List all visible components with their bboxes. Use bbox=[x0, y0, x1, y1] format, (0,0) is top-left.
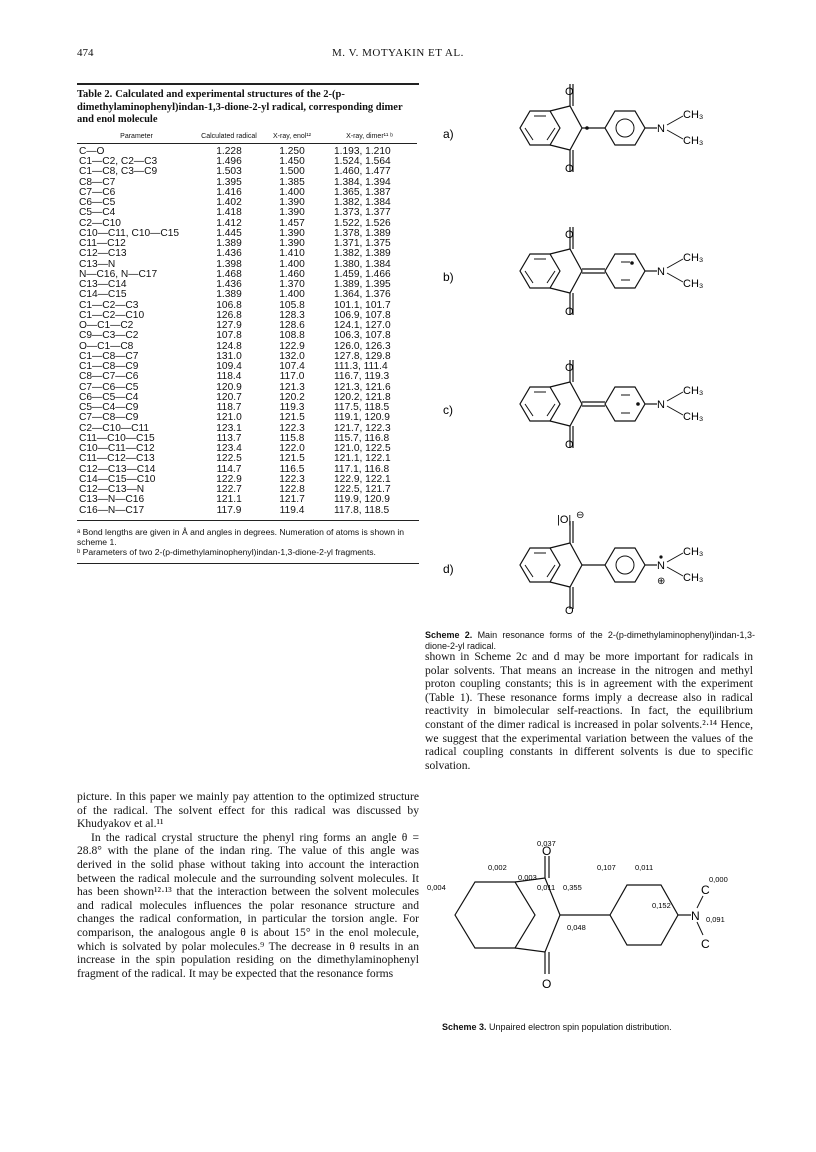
scheme-2d-label: d) bbox=[443, 562, 454, 576]
cell-parameter: C1—C8—C9 bbox=[79, 361, 139, 373]
spin-value: 0,152 bbox=[652, 901, 671, 910]
structure-table bbox=[77, 133, 417, 516]
cell-enol: 121.7 bbox=[279, 494, 305, 506]
table-row bbox=[77, 167, 417, 177]
scheme-2-caption-label: Scheme 2. bbox=[425, 630, 473, 640]
atom-o: O bbox=[565, 306, 574, 318]
cell-calculated: 120.7 bbox=[216, 391, 242, 403]
cell-dimer: 117.1, 116.8 bbox=[334, 463, 390, 475]
cell-dimer: 122.9, 122.1 bbox=[334, 473, 391, 485]
cell-enol: 1.457 bbox=[279, 217, 305, 229]
cell-dimer: 106.9, 107.8 bbox=[334, 309, 391, 321]
cell-calculated: 1.416 bbox=[216, 186, 242, 198]
scheme-2-caption bbox=[425, 630, 755, 652]
atom-c: C bbox=[701, 883, 710, 897]
table-header-row bbox=[77, 133, 417, 143]
table-note-a: ᵃ Bond lengths are given in Å and angles in degrees. Numeration of atoms is shown in scheme 1. bbox=[77, 526, 405, 547]
atom-o: O bbox=[565, 86, 574, 98]
scheme-2a bbox=[443, 84, 703, 175]
cell-parameter: C1—C8—C7 bbox=[79, 350, 139, 362]
table-row bbox=[77, 454, 417, 464]
cell-enol: 1.390 bbox=[279, 227, 305, 239]
cell-dimer: 1.380, 1.384 bbox=[334, 258, 391, 270]
atom-o: O bbox=[565, 362, 574, 374]
spin-value: 0,011 bbox=[635, 863, 654, 872]
cell-parameter: C2—C10—C11 bbox=[79, 422, 150, 434]
cell-dimer: 1.382, 1.389 bbox=[334, 248, 391, 260]
table-row bbox=[77, 331, 417, 341]
cell-dimer: 1.373, 1.377 bbox=[334, 207, 391, 219]
cell-dimer: 115.7, 116.8 bbox=[334, 432, 390, 444]
cell-dimer: 126.0, 126.3 bbox=[334, 340, 391, 352]
cell-parameter: O—C1—C2 bbox=[79, 320, 134, 332]
paragraph-2: In the radical crystal structure the phenyl ring forms an angle θ = 28.8° with the plane of the indan ring. The value of this angle was derived in the solid phase without taking into account the interaction between the radical molecule and the surrounding solvent molecules. It has been shown¹²·¹³ that the interaction between the solvent molecules and radical molecules influences the polar resonance structure and changes the radical conformation, in particular the torsion angle. For comparison, the analogous angle θ is about 15° in the enol molecule, which is solvated by polar molecules.⁹ The decrease in θ results in an increase in the spin population residing on the dimethylaminophenyl fragment of the radical. It may be expected that the resonance forms bbox=[77, 830, 419, 980]
table-row bbox=[77, 413, 417, 423]
cell-parameter: C5—C4—C9 bbox=[79, 402, 139, 414]
cell-calculated: 1.436 bbox=[216, 279, 242, 291]
cell-calculated: 126.8 bbox=[216, 309, 242, 321]
atom-o: O bbox=[565, 229, 574, 241]
right-column-text bbox=[425, 650, 753, 772]
cell-enol: 1.400 bbox=[279, 289, 305, 301]
cell-dimer: 1.389, 1.395 bbox=[334, 279, 391, 291]
cell-parameter: C1—C8, C3—C9 bbox=[79, 166, 158, 178]
scheme-2-caption-text: Main resonance forms of the 2-(p-dimethylaminophenyl)indan-1,3-dione-2-yl radical. bbox=[425, 630, 755, 651]
atom-n: N bbox=[691, 909, 700, 923]
cell-parameter: C1—C2, C2—C3 bbox=[79, 156, 158, 168]
table-caption bbox=[77, 89, 419, 127]
cell-enol: 122.9 bbox=[279, 340, 305, 352]
cell-enol: 1.450 bbox=[279, 156, 305, 168]
cell-calculated: 1.418 bbox=[216, 207, 242, 219]
cell-dimer: 1.365, 1.387 bbox=[334, 186, 391, 198]
cell-enol: 122.0 bbox=[279, 443, 305, 455]
table-row bbox=[77, 290, 417, 300]
cell-enol: 119.4 bbox=[279, 504, 305, 516]
cell-enol: 1.460 bbox=[279, 268, 305, 280]
cell-parameter: C11—C12—C13 bbox=[79, 453, 155, 465]
cell-dimer: 101.1, 101.7 bbox=[334, 299, 391, 311]
scheme-2a-label: a) bbox=[443, 127, 454, 141]
atom-ch3: CH₃ bbox=[683, 385, 704, 397]
cell-parameter: C10—C11—C12 bbox=[79, 443, 155, 455]
cell-calculated: 120.9 bbox=[216, 381, 242, 393]
spin-value: 0,048 bbox=[567, 923, 586, 932]
cell-parameter: C12—C13—N bbox=[79, 484, 145, 496]
scheme-2-structures bbox=[425, 70, 755, 650]
cell-parameter: C13—C14 bbox=[79, 279, 127, 291]
cell-enol: 121.3 bbox=[279, 381, 305, 393]
cell-parameter: C12—C13—C14 bbox=[79, 463, 156, 475]
cell-parameter: C6—C5 bbox=[79, 197, 116, 209]
table-2 bbox=[77, 83, 419, 564]
atom-n: N bbox=[657, 266, 665, 278]
cell-parameter: C7—C6—C5 bbox=[79, 381, 139, 393]
atom-c: C bbox=[701, 937, 710, 951]
table-row bbox=[77, 372, 417, 382]
cell-enol: 1.385 bbox=[279, 176, 305, 188]
cell-enol: 120.2 bbox=[279, 391, 305, 403]
cell-calculated: 123.1 bbox=[216, 422, 242, 434]
cell-calculated: 118.7 bbox=[216, 402, 242, 414]
atom-ch3: CH₃ bbox=[683, 546, 704, 558]
cell-enol: 121.5 bbox=[279, 412, 305, 424]
running-head: M. V. MOTYAKIN ET AL. bbox=[332, 47, 464, 59]
col-header-calculated: Calculated radical bbox=[201, 132, 257, 140]
atom-ch3: CH₃ bbox=[683, 135, 704, 147]
cell-enol: 128.6 bbox=[279, 320, 305, 332]
cell-dimer: 1.193, 1.210 bbox=[334, 145, 391, 157]
scheme-2b-label: b) bbox=[443, 270, 454, 284]
cell-calculated: 109.4 bbox=[216, 361, 242, 373]
cell-enol: 116.5 bbox=[279, 463, 305, 475]
cell-parameter: C9—C3—C2 bbox=[79, 330, 139, 342]
cell-dimer: 127.8, 129.8 bbox=[334, 350, 391, 362]
atom-o: O bbox=[565, 439, 574, 451]
spin-value: 0,000 bbox=[709, 875, 728, 884]
atom-o: O bbox=[542, 977, 552, 991]
cell-enol: 1.390 bbox=[279, 197, 305, 209]
cell-enol: 105.8 bbox=[279, 299, 305, 311]
cell-calculated: 124.8 bbox=[216, 340, 242, 352]
cell-calculated: 1.412 bbox=[216, 217, 242, 229]
cell-dimer: 121.0, 122.5 bbox=[334, 443, 391, 455]
spin-value: 0,002 bbox=[488, 863, 507, 872]
cell-dimer: 111.3, 111.4 bbox=[334, 361, 388, 373]
cell-enol: 1.400 bbox=[279, 186, 305, 198]
cell-enol: 128.3 bbox=[279, 309, 305, 321]
atom-o: O bbox=[565, 163, 574, 175]
cell-dimer: 120.2, 121.8 bbox=[334, 391, 391, 403]
atom-n: N bbox=[657, 123, 665, 135]
left-column-text bbox=[77, 790, 419, 980]
cell-calculated: 127.9 bbox=[216, 320, 242, 332]
cell-dimer: 1.522, 1.526 bbox=[334, 217, 391, 229]
atom-ch3: CH₃ bbox=[683, 278, 704, 290]
cell-calculated: 1.503 bbox=[216, 166, 242, 178]
paragraph-3: shown in Scheme 2c and d may be more important for radicals in polar solvents. That means an increase in the nitrogen and methyl proton coupling constants; this is in agreement with the experiment (Table 1). These resonance forms imply a decrease also in radical reactivity in bimolecular self-reactions. In fact, the equilibrium constant of the dimer radical is increased in polar solvents.²·¹⁴ Hence, we suggest that the experimental variation between the values of the radical coupling constants in different solvents is due to specific solvation. bbox=[425, 650, 753, 772]
cell-calculated: 118.4 bbox=[216, 371, 242, 383]
cell-dimer: 117.5, 118.5 bbox=[334, 402, 390, 414]
spin-value: 0,107 bbox=[597, 863, 616, 872]
cell-calculated: 122.5 bbox=[216, 453, 242, 465]
cell-parameter: C2—C10 bbox=[79, 217, 121, 229]
spin-value: 0,037 bbox=[537, 840, 556, 848]
table-bottom-rule bbox=[77, 520, 419, 521]
scheme-2c bbox=[443, 360, 703, 451]
cell-calculated: 106.8 bbox=[216, 299, 242, 311]
table-footnotes bbox=[77, 527, 419, 558]
table-note-b: ᵇ Parameters of two 2-(p-dimethylaminophenyl)indan-1,3-dione-2-yl fragments. bbox=[77, 547, 376, 558]
cell-dimer: 1.459, 1.466 bbox=[334, 268, 391, 280]
cell-dimer: 121.1, 122.1 bbox=[334, 453, 391, 465]
cell-calculated: 1.402 bbox=[216, 197, 242, 209]
cell-enol: 1.400 bbox=[279, 258, 305, 270]
cell-enol: 107.4 bbox=[279, 361, 305, 373]
col-header-dimer: X-ray, dimer¹¹ ᵇ bbox=[346, 132, 393, 140]
cell-enol: 1.250 bbox=[279, 145, 305, 157]
scheme-2c-label: c) bbox=[443, 403, 453, 417]
spin-value: 0,004 bbox=[427, 883, 446, 892]
cell-parameter: C1—C2—C3 bbox=[79, 299, 139, 311]
cell-enol: 121.5 bbox=[279, 453, 305, 465]
cell-parameter: C7—C8—C9 bbox=[79, 412, 139, 424]
cell-parameter: C1—C2—C10 bbox=[79, 309, 145, 321]
spin-value: 0,011 bbox=[537, 883, 556, 892]
cell-enol: 108.8 bbox=[279, 330, 305, 342]
cell-calculated: 122.9 bbox=[216, 473, 242, 485]
cell-calculated: 107.8 bbox=[216, 330, 242, 342]
atom-ch3: CH₃ bbox=[683, 411, 704, 423]
cell-calculated: 123.4 bbox=[216, 443, 242, 455]
spin-value: 0,355 bbox=[563, 883, 582, 892]
cell-parameter: C10—C11, C10—C15 bbox=[79, 227, 180, 239]
scheme-2b bbox=[443, 227, 703, 318]
col-header-parameter: Parameter bbox=[120, 132, 153, 140]
table-top-rule bbox=[77, 83, 419, 85]
cell-dimer: 122.5, 121.7 bbox=[334, 484, 391, 496]
cell-enol: 1.390 bbox=[279, 238, 305, 250]
cell-enol: 132.0 bbox=[279, 350, 305, 362]
cell-calculated: 1.228 bbox=[216, 145, 242, 157]
col-header-enol: X-ray, enol¹² bbox=[273, 132, 311, 140]
cell-enol: 1.390 bbox=[279, 207, 305, 219]
cell-dimer: 121.7, 122.3 bbox=[334, 422, 391, 434]
cell-dimer: 119.1, 120.9 bbox=[334, 412, 390, 424]
cell-parameter: C11—C12 bbox=[79, 238, 126, 250]
plus-charge: ⊕ bbox=[657, 576, 666, 587]
cell-calculated: 1.496 bbox=[216, 156, 242, 168]
cell-parameter: C13—N—C16 bbox=[79, 494, 145, 506]
cell-calculated: 1.395 bbox=[216, 176, 242, 188]
cell-dimer: 1.382, 1.384 bbox=[334, 197, 391, 209]
table-row bbox=[77, 208, 417, 218]
cell-calculated: 1.436 bbox=[216, 248, 242, 260]
table-row bbox=[77, 144, 417, 157]
cell-dimer: 1.364, 1.376 bbox=[334, 289, 391, 301]
cell-dimer: 121.3, 121.6 bbox=[334, 381, 391, 393]
table-end-rule bbox=[77, 563, 419, 564]
page-number: 474 bbox=[77, 47, 94, 59]
atom-ch3: CH₃ bbox=[683, 252, 704, 264]
cell-dimer: 1.460, 1.477 bbox=[334, 166, 391, 178]
cell-calculated: 1.445 bbox=[216, 227, 242, 239]
cell-dimer: 1.524, 1.564 bbox=[334, 156, 391, 168]
cell-dimer: 1.371, 1.375 bbox=[334, 238, 391, 250]
cell-calculated: 122.7 bbox=[216, 484, 242, 496]
cell-parameter: O—C1—C8 bbox=[79, 340, 134, 352]
atom-ch3: CH₃ bbox=[683, 572, 704, 584]
cell-enol: 1.410 bbox=[279, 248, 305, 260]
cell-enol: 117.0 bbox=[279, 371, 305, 383]
scheme-3-caption bbox=[442, 1022, 672, 1032]
table-caption-text: Calculated and experimental structures of the 2-(p-dimethylaminophenyl)indan-1,3-dione-2-yl radical, corresponding dimer and enol molecule bbox=[77, 89, 403, 126]
table-caption-label: Table 2. bbox=[77, 89, 113, 100]
cell-calculated: 121.0 bbox=[216, 412, 242, 424]
cell-parameter: C8—C7 bbox=[79, 176, 116, 188]
cell-enol: 122.3 bbox=[279, 473, 305, 485]
cell-dimer: 116.7, 119.3 bbox=[334, 371, 390, 383]
atom-ch3: CH₃ bbox=[683, 109, 704, 121]
scheme-3-spin-distribution bbox=[425, 840, 755, 1020]
cell-parameter: C6—C5—C4 bbox=[79, 391, 139, 403]
cell-calculated: 1.389 bbox=[216, 238, 242, 250]
cell-parameter: C16—N—C17 bbox=[79, 504, 145, 516]
cell-dimer: 1.384, 1.394 bbox=[334, 176, 391, 188]
cell-parameter: C5—C4 bbox=[79, 207, 116, 219]
scheme-3-caption-label: Scheme 3. bbox=[442, 1022, 487, 1032]
cell-calculated: 1.389 bbox=[216, 289, 242, 301]
spin-value: 0,091 bbox=[706, 915, 725, 924]
atom-o: O bbox=[565, 605, 574, 617]
spin-value: 0,003 bbox=[518, 873, 537, 882]
cell-calculated: 113.7 bbox=[216, 432, 242, 444]
table-row bbox=[77, 495, 417, 505]
atom-n: N bbox=[657, 560, 665, 572]
cell-enol: 115.8 bbox=[279, 432, 305, 444]
cell-parameter: C14—C15—C10 bbox=[79, 473, 156, 485]
cell-parameter: N—C16, N—C17 bbox=[79, 268, 158, 280]
minus-charge: ⊖ bbox=[576, 510, 585, 521]
cell-parameter: C14—C15 bbox=[79, 289, 127, 301]
cell-dimer: 124.1, 127.0 bbox=[334, 320, 391, 332]
paragraph-1: picture. In this paper we mainly pay attention to the optimized structure of the radical. The solvent effect for this radical was discussed by Khudyakov et al.¹¹ bbox=[77, 790, 419, 831]
cell-parameter: C7—C6 bbox=[79, 186, 116, 198]
cell-parameter: C11—C10—C15 bbox=[79, 432, 155, 444]
cell-enol: 119.3 bbox=[279, 402, 305, 414]
cell-calculated: 117.9 bbox=[216, 504, 242, 516]
cell-calculated: 114.7 bbox=[216, 463, 242, 475]
cell-calculated: 1.468 bbox=[216, 268, 242, 280]
cell-parameter: C12—C13 bbox=[79, 248, 127, 260]
scheme-2d bbox=[443, 510, 703, 617]
cell-calculated: 131.0 bbox=[216, 350, 242, 362]
atom-o: O bbox=[542, 844, 552, 858]
cell-enol: 122.8 bbox=[279, 484, 305, 496]
cell-enol: 1.500 bbox=[279, 166, 305, 178]
atom-n: N bbox=[657, 399, 665, 411]
cell-enol: 1.370 bbox=[279, 279, 305, 291]
table-row bbox=[77, 506, 417, 516]
cell-calculated: 121.1 bbox=[216, 494, 242, 506]
cell-parameter: C8—C7—C6 bbox=[79, 371, 139, 383]
atom-oxide: |O| bbox=[557, 514, 572, 526]
cell-parameter: C—O bbox=[79, 145, 105, 157]
scheme-3-caption-text: Unpaired electron spin population distribution. bbox=[489, 1022, 672, 1032]
cell-enol: 122.3 bbox=[279, 422, 305, 434]
table-row bbox=[77, 249, 417, 259]
cell-calculated: 1.398 bbox=[216, 258, 242, 270]
cell-dimer: 117.8, 118.5 bbox=[334, 504, 390, 516]
cell-dimer: 106.3, 107.8 bbox=[334, 330, 391, 342]
cell-dimer: 119.9, 120.9 bbox=[334, 494, 390, 506]
cell-dimer: 1.378, 1.389 bbox=[334, 227, 391, 239]
cell-parameter: C13—N bbox=[79, 258, 116, 270]
